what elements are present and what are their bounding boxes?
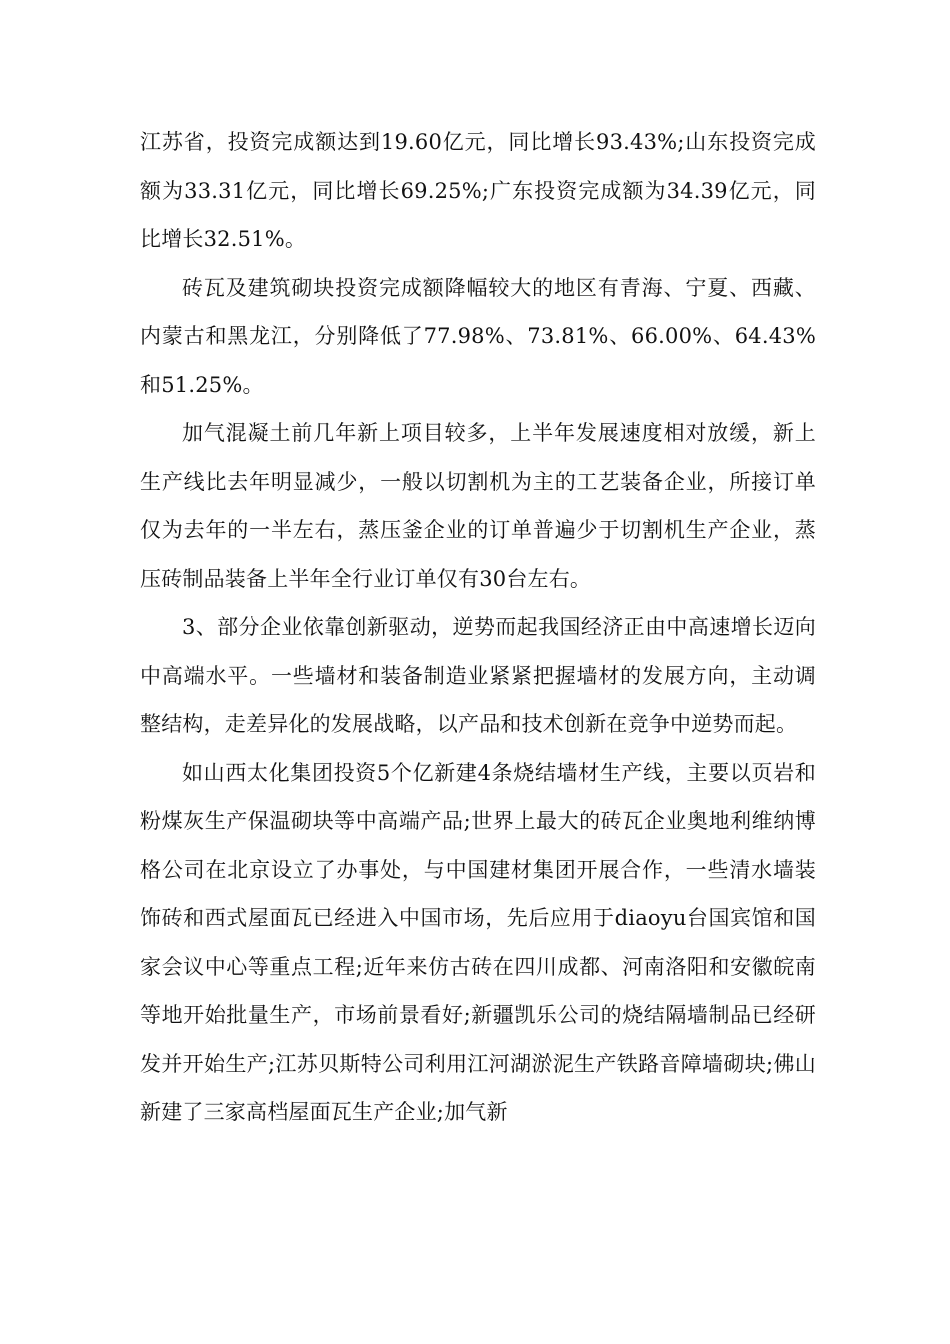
document-body [140, 118, 816, 1137]
paragraph-aerated-concrete: 加气混凝土前几年新上项目较多，上半年发展速度相对放缓，新上生产线比去年明显减少，一般以切割机为主的工艺装备企业，所接订单仅为去年的一半左右，蒸压釜企业的订单普遍少于切割机生产企业，蒸压砖制品装备上半年全行业订单仅有30台左右。 [140, 421, 816, 591]
paragraph-decline-regions: 砖瓦及建筑砌块投资完成额降幅较大的地区有青海、宁夏、西藏、内蒙古和黑龙江，分别降低了77.98%、73.81%、66.00%、64.43%和51.25%。 [140, 275, 816, 397]
paragraph-investment-provinces: 江苏省，投资完成额达到19.60亿元，同比增长93.43%;山东投资完成额为33.31亿元，同比增长69.25%;广东投资完成额为34.39亿元，同比增长32.51%。 [140, 130, 816, 251]
paragraph-enterprise-examples: 如山西太化集团投资5个亿新建4条烧结墙材生产线，主要以页岩和粉煤灰生产保温砌块等中高端产品;世界上最大的砖瓦企业奥地利维纳博格公司在北京设立了办事处，与中国建材集团开展合作，一些清水墙装饰砖和西式屋面瓦已经进入中国市场，先后应用于diaoyu台国宾馆和国家会议中心等重点工程;近年来仿古砖在四川成都、河南洛阳和安徽皖南等地开始批量生产，市场前景看好;新疆凯乐公司的烧结隔墙制品已经研发并开始生产;江苏贝斯特公司利用江河湖淤泥生产铁路音障墙砌块;佛山新建了三家高档屋面瓦生产企业;加气新 [140, 760, 816, 1124]
paragraph-innovation-driven: 3、部分企业依靠创新驱动，逆势而起我国经济正由中高速增长迈向中高端水平。一些墙材和装备制造业紧紧把握墙材的发展方向，主动调整结构，走差异化的发展战略，以产品和技术创新在竞争中逆势而起。 [140, 615, 816, 736]
